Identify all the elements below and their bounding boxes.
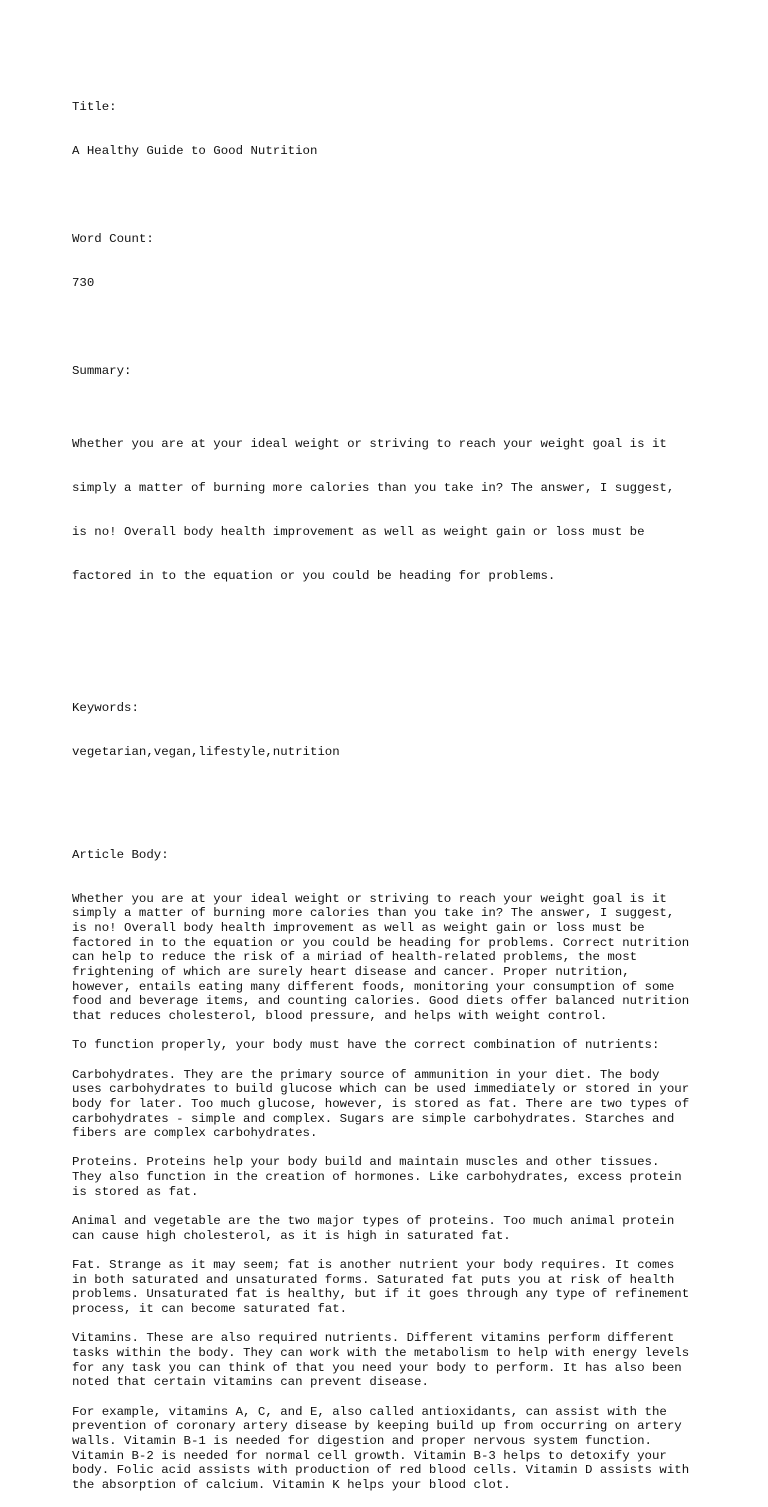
article-line: Fat. Strange as it may seem; fat is another nutrient your body requires. It comes bbox=[72, 1258, 675, 1273]
article-line: walls. Vitamin B-1 is needed for digestion and proper nervous system function. bbox=[72, 1433, 652, 1448]
document-page bbox=[72, 71, 702, 1507]
article-line: however, entails eating many different foods, monitoring your consumption of some bbox=[72, 979, 675, 994]
paragraph-spacer bbox=[72, 1317, 702, 1332]
article-line: To function properly, your body must have the correct combination of nutrients: bbox=[72, 1038, 660, 1053]
article-line: For example, vitamins A, C, and E, also called antioxidants, can assist with the bbox=[72, 1404, 667, 1419]
article-line: Proteins. Proteins help your body build and maintain muscles and other tissues. bbox=[72, 1155, 660, 1170]
article-paragraph bbox=[72, 892, 702, 1024]
article-paragraph bbox=[72, 1405, 702, 1493]
article-line: Animal and vegetable are the two major types of proteins. Too much animal protein bbox=[72, 1214, 675, 1229]
title-label: Title: bbox=[72, 100, 117, 115]
document-title: A Healthy Guide to Good Nutrition bbox=[72, 144, 318, 159]
article-line: food and beverage items, and counting calories. Good diets offer balanced nutrition bbox=[72, 994, 690, 1009]
article-line: problems. Unsaturated fat is healthy, but if it goes through any type of refinement bbox=[72, 1287, 690, 1302]
summary-line: is no! Overall body health improvement as well as weight gain or loss must be bbox=[72, 525, 645, 540]
article-paragraph bbox=[72, 1331, 702, 1390]
article-paragraph bbox=[72, 1068, 702, 1141]
article-line: noted that certain vitamins can prevent disease. bbox=[72, 1375, 429, 1390]
article-line: Whether you are at your ideal weight or striving to reach your weight goal is it bbox=[72, 891, 667, 906]
paragraph-spacer bbox=[72, 1024, 702, 1039]
article-body-label: Article Body: bbox=[72, 847, 169, 862]
paragraph-spacer bbox=[72, 1141, 702, 1156]
article-body bbox=[72, 892, 702, 1493]
paragraph-spacer bbox=[72, 1390, 702, 1405]
spacer bbox=[72, 320, 702, 335]
article-line: body for later. Too much glucose, however, is stored as fat. There are two types of bbox=[72, 1096, 690, 1111]
summary-line: factored in to the equation or you could be heading for problems. bbox=[72, 569, 556, 584]
paragraph-spacer bbox=[72, 1243, 702, 1258]
spacer bbox=[72, 188, 702, 203]
article-line: factored in to the equation or you could be heading for problems. Correct nutrition bbox=[72, 935, 690, 950]
word-count: 730 bbox=[72, 276, 95, 291]
article-line: tasks within the body. They can work with the metabolism to help with energy levels bbox=[72, 1345, 690, 1360]
summary-label: Summary: bbox=[72, 364, 132, 379]
article-line: Vitamin B-2 is needed for normal cell growth. Vitamin B-3 helps to detoxify your bbox=[72, 1448, 667, 1463]
article-paragraph bbox=[72, 1258, 702, 1317]
summary-line: simply a matter of burning more calories than you take in? The answer, I suggest, bbox=[72, 481, 675, 496]
article-line: can help to reduce the risk of a miriad of health-related problems, the most bbox=[72, 950, 638, 965]
article-line: that reduces cholesterol, blood pressure, and helps with weight control. bbox=[72, 1008, 608, 1023]
article-line: in both saturated and unsaturated forms. Saturated fat puts you at risk of health bbox=[72, 1272, 675, 1287]
summary-line: Whether you are at your ideal weight or striving to reach your weight goal is it bbox=[72, 437, 667, 452]
article-line: for any task you can think of that you need your body to perform. It has also been bbox=[72, 1360, 682, 1375]
article-line: Carbohydrates. They are the primary source of ammunition in your diet. The body bbox=[72, 1067, 660, 1082]
article-paragraph bbox=[72, 1214, 702, 1243]
keywords-label: Keywords: bbox=[72, 701, 139, 716]
article-line: Vitamins. These are also required nutrients. Different vitamins perform different bbox=[72, 1331, 675, 1346]
spacer bbox=[72, 643, 702, 672]
article-line: is no! Overall body health improvement as well as weight gain or loss must be bbox=[72, 921, 645, 935]
article-line: prevention of coronary artery disease by keeping build up from occurring on artery bbox=[72, 1419, 682, 1434]
article-paragraph bbox=[72, 1038, 702, 1053]
article-line: can cause high cholesterol, as it is high in saturated fat. bbox=[72, 1228, 511, 1243]
article-line: simply a matter of burning more calories than you take in? The answer, I suggest, bbox=[72, 906, 675, 921]
paragraph-spacer bbox=[72, 1199, 702, 1214]
article-paragraph bbox=[72, 1155, 702, 1199]
article-line: is stored as fat. bbox=[72, 1184, 199, 1199]
spacer bbox=[72, 789, 702, 818]
article-line: fibers are complex carbohydrates. bbox=[72, 1126, 318, 1141]
article-line: the absorption of calcium. Vitamin K helps your blood clot. bbox=[72, 1477, 511, 1492]
article-line: carbohydrates - simple and complex. Sugars are simple carbohydrates. Starches and bbox=[72, 1111, 675, 1126]
article-line: uses carbohydrates to build glucose which can be used immediately or stored in your bbox=[72, 1082, 690, 1097]
paragraph-spacer bbox=[72, 1053, 702, 1068]
article-line: They also function in the creation of hormones. Like carbohydrates, excess protein bbox=[72, 1170, 682, 1185]
summary-text bbox=[72, 408, 702, 613]
article-line: process, it can become saturated fat. bbox=[72, 1301, 348, 1316]
keywords: vegetarian,vegan,lifestyle,nutrition bbox=[72, 745, 340, 760]
article-line: body. Folic acid assists with production of red blood cells. Vitamin D assists with bbox=[72, 1463, 690, 1478]
word-count-label: Word Count: bbox=[72, 232, 154, 247]
article-line: frightening of which are surely heart disease and cancer. Proper nutrition, bbox=[72, 964, 630, 979]
